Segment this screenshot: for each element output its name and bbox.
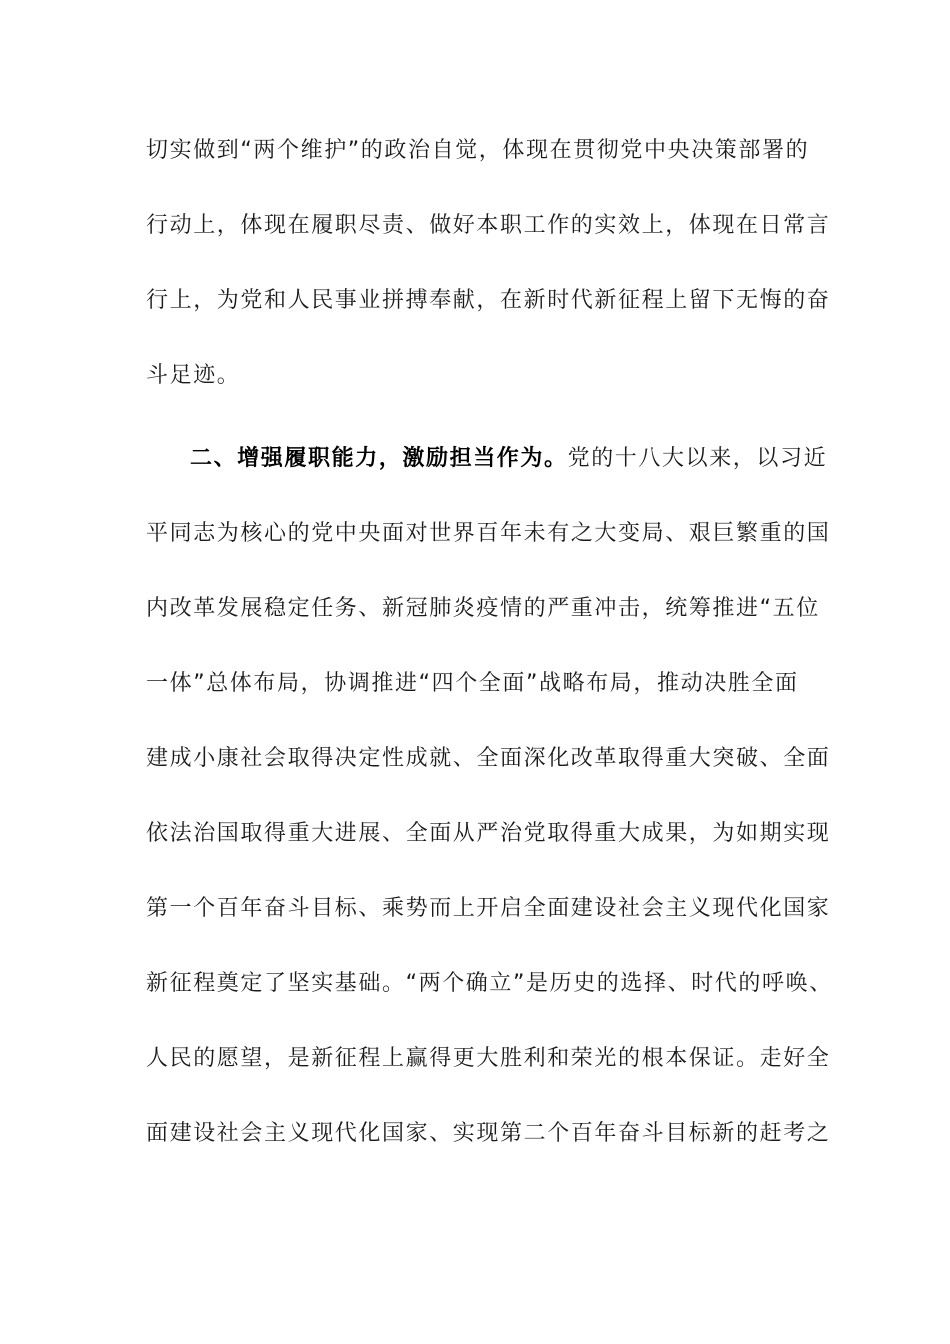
paragraph-2-line-3: 内改革发展稳定任务、新冠肺炎疫情的严重冲击，统筹推进“五位 — [146, 596, 820, 621]
paragraph-2-line-5: 建成小康社会取得决定性成就、全面深化改革取得重大突破、全面 — [146, 746, 831, 771]
paragraph-2-line-2: 平同志为核心的党中央面对世界百年未有之大变局、艰巨繁重的国 — [146, 521, 831, 546]
paragraph-2-line-1 — [190, 444, 870, 474]
paragraph-2-first-line-text: 党的十八大以来，以习近 — [567, 446, 828, 471]
paragraph-2-line-4: 一体”总体布局，协调推进“四个全面”战略布局，推动决胜全面 — [146, 671, 799, 696]
paragraph-1-line-1: 切实做到“两个维护”的政治自觉，体现在贯彻党中央决策部署的 — [146, 138, 810, 163]
paragraph-2-line-9: 人民的愿望，是新征程上赢得更大胜利和荣光的根本保证。走好全 — [146, 1046, 831, 1071]
paragraph-1-line-2: 行动上，体现在履职尽责、做好本职工作的实效上，体现在日常言 — [146, 213, 831, 238]
paragraph-2-line-6: 依法治国取得重大进展、全面从严治党取得重大成果，为如期实现 — [146, 821, 831, 846]
section-heading: 二、增强履职能力，激励担当作为。 — [190, 446, 568, 471]
paragraph-1-line-4: 斗足迹。 — [146, 363, 241, 388]
paragraph-2-line-7: 第一个百年奋斗目标、乘势而上开启全面建设社会主义现代化国家 — [146, 896, 831, 921]
paragraph-2-line-8: 新征程奠定了坚实基础。“两个确立”是历史的选择、时代的呼唤、 — [146, 971, 833, 996]
paragraph-1-line-3: 行上，为党和人民事业拼搏奉献，在新时代新征程上留下无悔的奋 — [146, 288, 831, 313]
paragraph-2-line-10: 面建设社会主义现代化国家、实现第二个百年奋斗目标新的赶考之 — [146, 1121, 831, 1146]
